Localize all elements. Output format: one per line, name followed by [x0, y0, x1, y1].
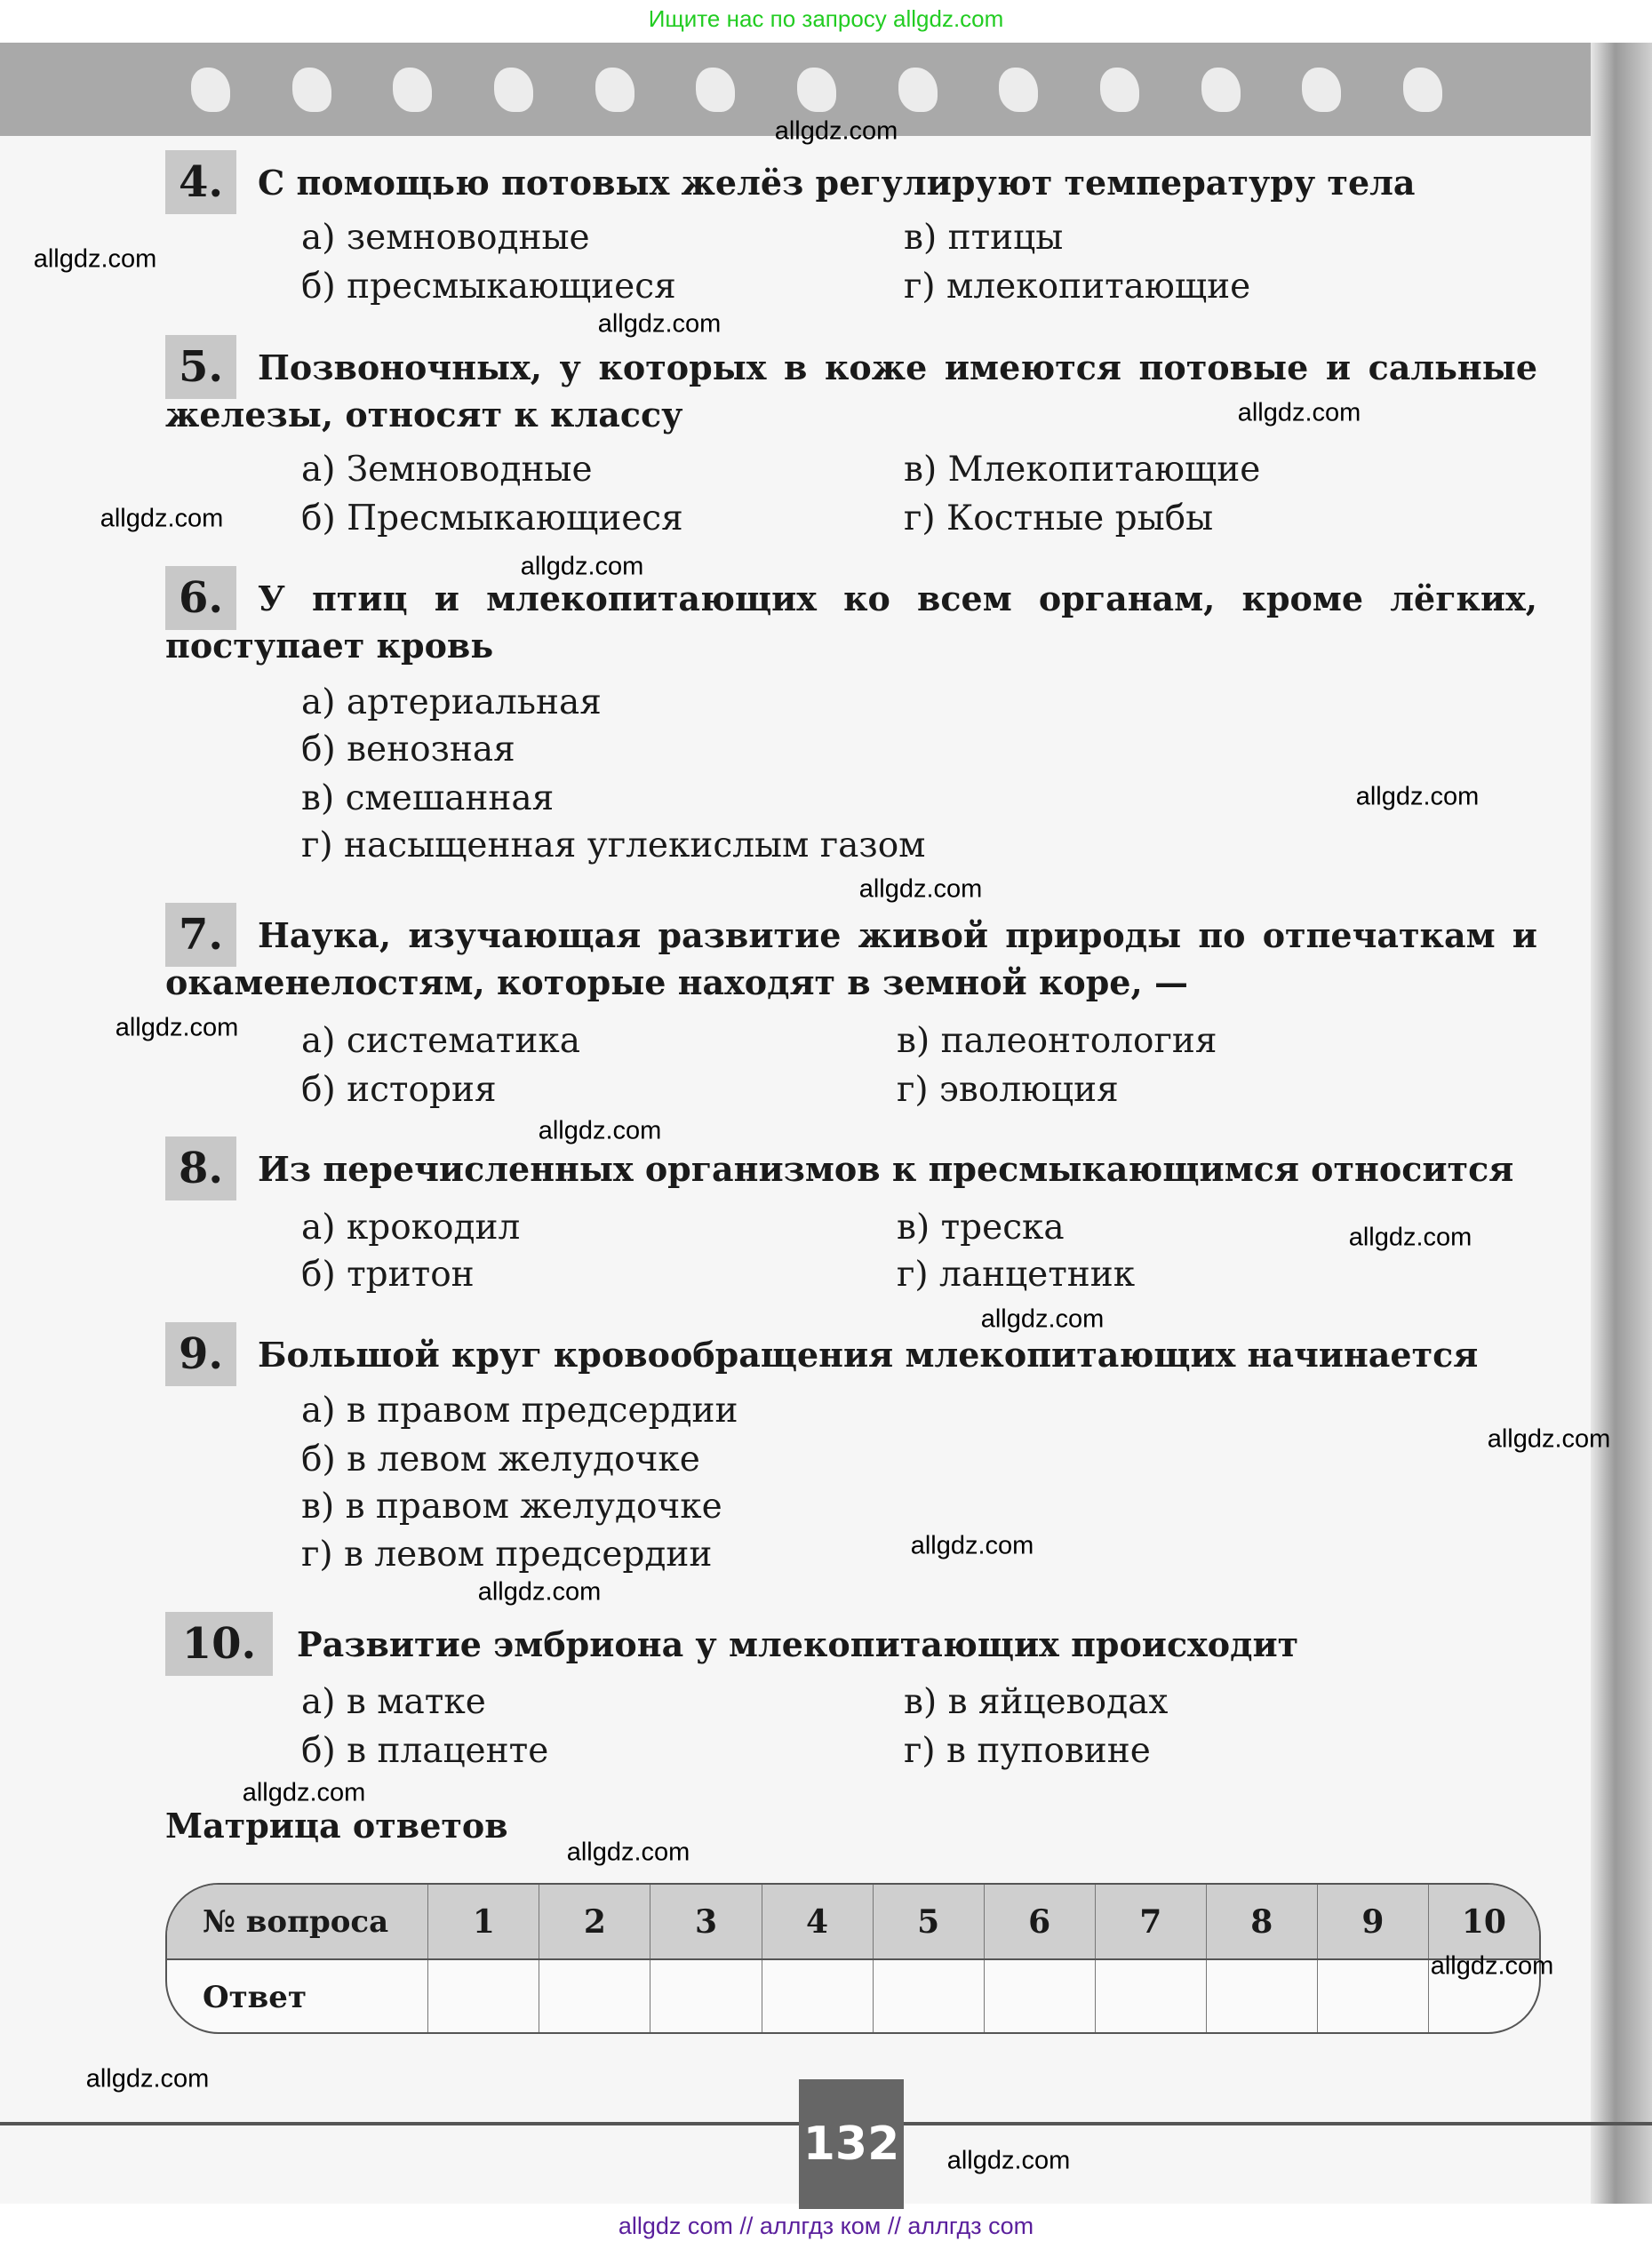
- matrix-answer-cell[interactable]: [1206, 1960, 1317, 2034]
- answer-option: в) в правом желудочке: [301, 1487, 722, 1527]
- matrix-answer-cell[interactable]: [539, 1960, 650, 2034]
- question-text: Развитие эмбриона у млекопитающих происходит: [297, 1624, 1299, 1664]
- question-text: Из перечисленных организмов к пресмыкающимся относится: [258, 1149, 1514, 1189]
- answer-option: а) земноводные: [301, 218, 590, 258]
- watermark-text: allgdz.com: [520, 552, 644, 581]
- answer-option: в) смешанная: [301, 778, 555, 818]
- matrix-question-number: 5: [873, 1885, 984, 1958]
- question-text: У птиц и млекопитающих ко всем органам, кроме лёгких, поступает кровь: [165, 578, 1537, 666]
- animal-silhouette-icon: [1302, 68, 1341, 112]
- answer-option: г) млекопитающие: [904, 267, 1251, 307]
- answer-option: б) тритон: [301, 1255, 475, 1295]
- answer-option: г) в левом предсердии: [301, 1535, 713, 1575]
- animal-silhouette-icon: [393, 68, 432, 112]
- answer-option: г) в пуповине: [904, 1731, 1151, 1771]
- answer-option: а) Земноводные: [301, 450, 593, 490]
- question-text: Позвоночных, у которых в коже имеются потовые и сальные железы, относят к классу: [165, 347, 1537, 435]
- matrix-question-number: 3: [650, 1885, 761, 1958]
- answer-option: в) птицы: [904, 218, 1064, 258]
- watermark-text: allgdz.com: [980, 1304, 1105, 1334]
- answer-option: г) эволюция: [897, 1070, 1119, 1110]
- watermark-text: allgdz.com: [774, 116, 898, 146]
- matrix-question-number: 6: [984, 1885, 1095, 1958]
- answer-option: а) в матке: [301, 1682, 486, 1722]
- question-text: С помощью потовых желёз регулируют температуру тела: [258, 163, 1416, 203]
- matrix-title: Матрица ответов: [165, 1806, 508, 1846]
- answer-option: г) насыщенная углекислым газом: [301, 825, 926, 865]
- answer-option: б) Пресмыкающиеся: [301, 498, 683, 538]
- answer-option: в) в яйцеводах: [904, 1682, 1169, 1722]
- matrix-question-number: 2: [539, 1885, 650, 1958]
- animal-silhouette-icon: [1201, 68, 1241, 112]
- watermark-text: allgdz.com: [1487, 1424, 1611, 1454]
- watermark-text: allgdz.com: [1355, 782, 1480, 811]
- answer-option: б) история: [301, 1070, 497, 1110]
- answer-option: г) ланцетник: [897, 1255, 1136, 1295]
- top-banner[interactable]: Ищите нас по запросу allgdz.com: [648, 5, 1004, 32]
- watermark-text: allgdz.com: [85, 2064, 210, 2093]
- question-number: 10.: [165, 1612, 273, 1676]
- question-number: 8.: [165, 1136, 236, 1200]
- watermark-text: allgdz.com: [946, 2146, 1071, 2175]
- matrix-answer-cell[interactable]: [650, 1960, 761, 2034]
- animal-silhouette-icon: [797, 68, 836, 112]
- matrix-question-number: 4: [762, 1885, 873, 1958]
- matrix-question-number: 10: [1428, 1885, 1539, 1958]
- matrix-header-row: [167, 1885, 1539, 1960]
- watermark-text: allgdz.com: [566, 1838, 690, 1867]
- animal-silhouette-icon: [595, 68, 634, 112]
- question-text: Наука, изучающая развитие живой природы по отпечаткам и окаменелостям, которые находят в земной коре, —: [165, 915, 1537, 1002]
- answer-option: а) в правом предсердии: [301, 1391, 738, 1431]
- animal-silhouette-icon: [1403, 68, 1442, 112]
- watermark-text: allgdz.com: [597, 309, 722, 339]
- animal-silhouette-icon: [292, 68, 331, 112]
- answer-option: в) Млекопитающие: [904, 450, 1261, 490]
- matrix-question-number: 7: [1095, 1885, 1206, 1958]
- watermark-text: allgdz.com: [100, 504, 224, 533]
- answer-option: а) крокодил: [301, 1208, 521, 1248]
- watermark-text: allgdz.com: [477, 1577, 602, 1607]
- matrix-answer-cell[interactable]: [873, 1960, 984, 2034]
- answer-option: б) венозная: [301, 730, 515, 770]
- answer-matrix: [165, 1883, 1541, 2034]
- matrix-answer-cell[interactable]: [427, 1960, 539, 2034]
- matrix-answer-cell[interactable]: [1095, 1960, 1206, 2034]
- matrix-answer-row: [167, 1960, 1539, 2034]
- watermark-text: allgdz.com: [242, 1778, 366, 1807]
- question-number: 9.: [165, 1322, 236, 1386]
- question-number: 5.: [165, 335, 236, 399]
- answer-option: б) в левом желудочке: [301, 1440, 700, 1479]
- animal-silhouette-icon: [191, 68, 230, 112]
- animal-silhouette-icon: [898, 68, 938, 112]
- answer-option: г) Костные рыбы: [904, 498, 1214, 538]
- watermark-text: allgdz.com: [115, 1013, 239, 1042]
- watermark-text: allgdz.com: [1430, 1951, 1554, 1981]
- question-number: 4.: [165, 150, 236, 214]
- watermark-text: allgdz.com: [33, 244, 157, 274]
- question-number: 6.: [165, 566, 236, 630]
- matrix-question-number: 9: [1317, 1885, 1428, 1958]
- matrix-answer-label: Ответ: [203, 1979, 307, 2015]
- watermark-text: allgdz.com: [538, 1116, 662, 1145]
- matrix-answer-cell[interactable]: [984, 1960, 1095, 2034]
- animal-silhouette-icon: [696, 68, 735, 112]
- question-number: 7.: [165, 903, 236, 967]
- answer-option: б) в плаценте: [301, 1731, 549, 1771]
- answer-option: а) систематика: [301, 1021, 580, 1061]
- answer-option: а) артериальная: [301, 682, 602, 722]
- animal-silhouette-icon: [1100, 68, 1139, 112]
- matrix-answer-cell[interactable]: [1317, 1960, 1428, 2034]
- watermark-text: allgdz.com: [1237, 398, 1361, 427]
- answer-option: б) пресмыкающиеся: [301, 267, 676, 307]
- page-number: 132: [799, 2079, 904, 2209]
- footer-links[interactable]: allgdz com // аллгдз ком // аллгдз com: [618, 2213, 1034, 2239]
- animal-silhouette-icon: [494, 68, 533, 112]
- watermark-text: allgdz.com: [910, 1531, 1034, 1560]
- matrix-row-header: № вопроса: [203, 1903, 389, 1940]
- page-spine-shadow: [1591, 43, 1652, 2204]
- matrix-question-number: 8: [1206, 1885, 1317, 1958]
- question-text: Большой круг кровообращения млекопитающих начинается: [258, 1335, 1479, 1375]
- matrix-answer-cell[interactable]: [762, 1960, 873, 2034]
- watermark-text: allgdz.com: [1348, 1223, 1472, 1252]
- matrix-question-number: 1: [427, 1885, 539, 1958]
- answer-option: в) палеонтология: [897, 1021, 1217, 1061]
- watermark-text: allgdz.com: [858, 874, 983, 904]
- animal-silhouette-icon: [999, 68, 1038, 112]
- answer-option: в) треска: [897, 1208, 1065, 1248]
